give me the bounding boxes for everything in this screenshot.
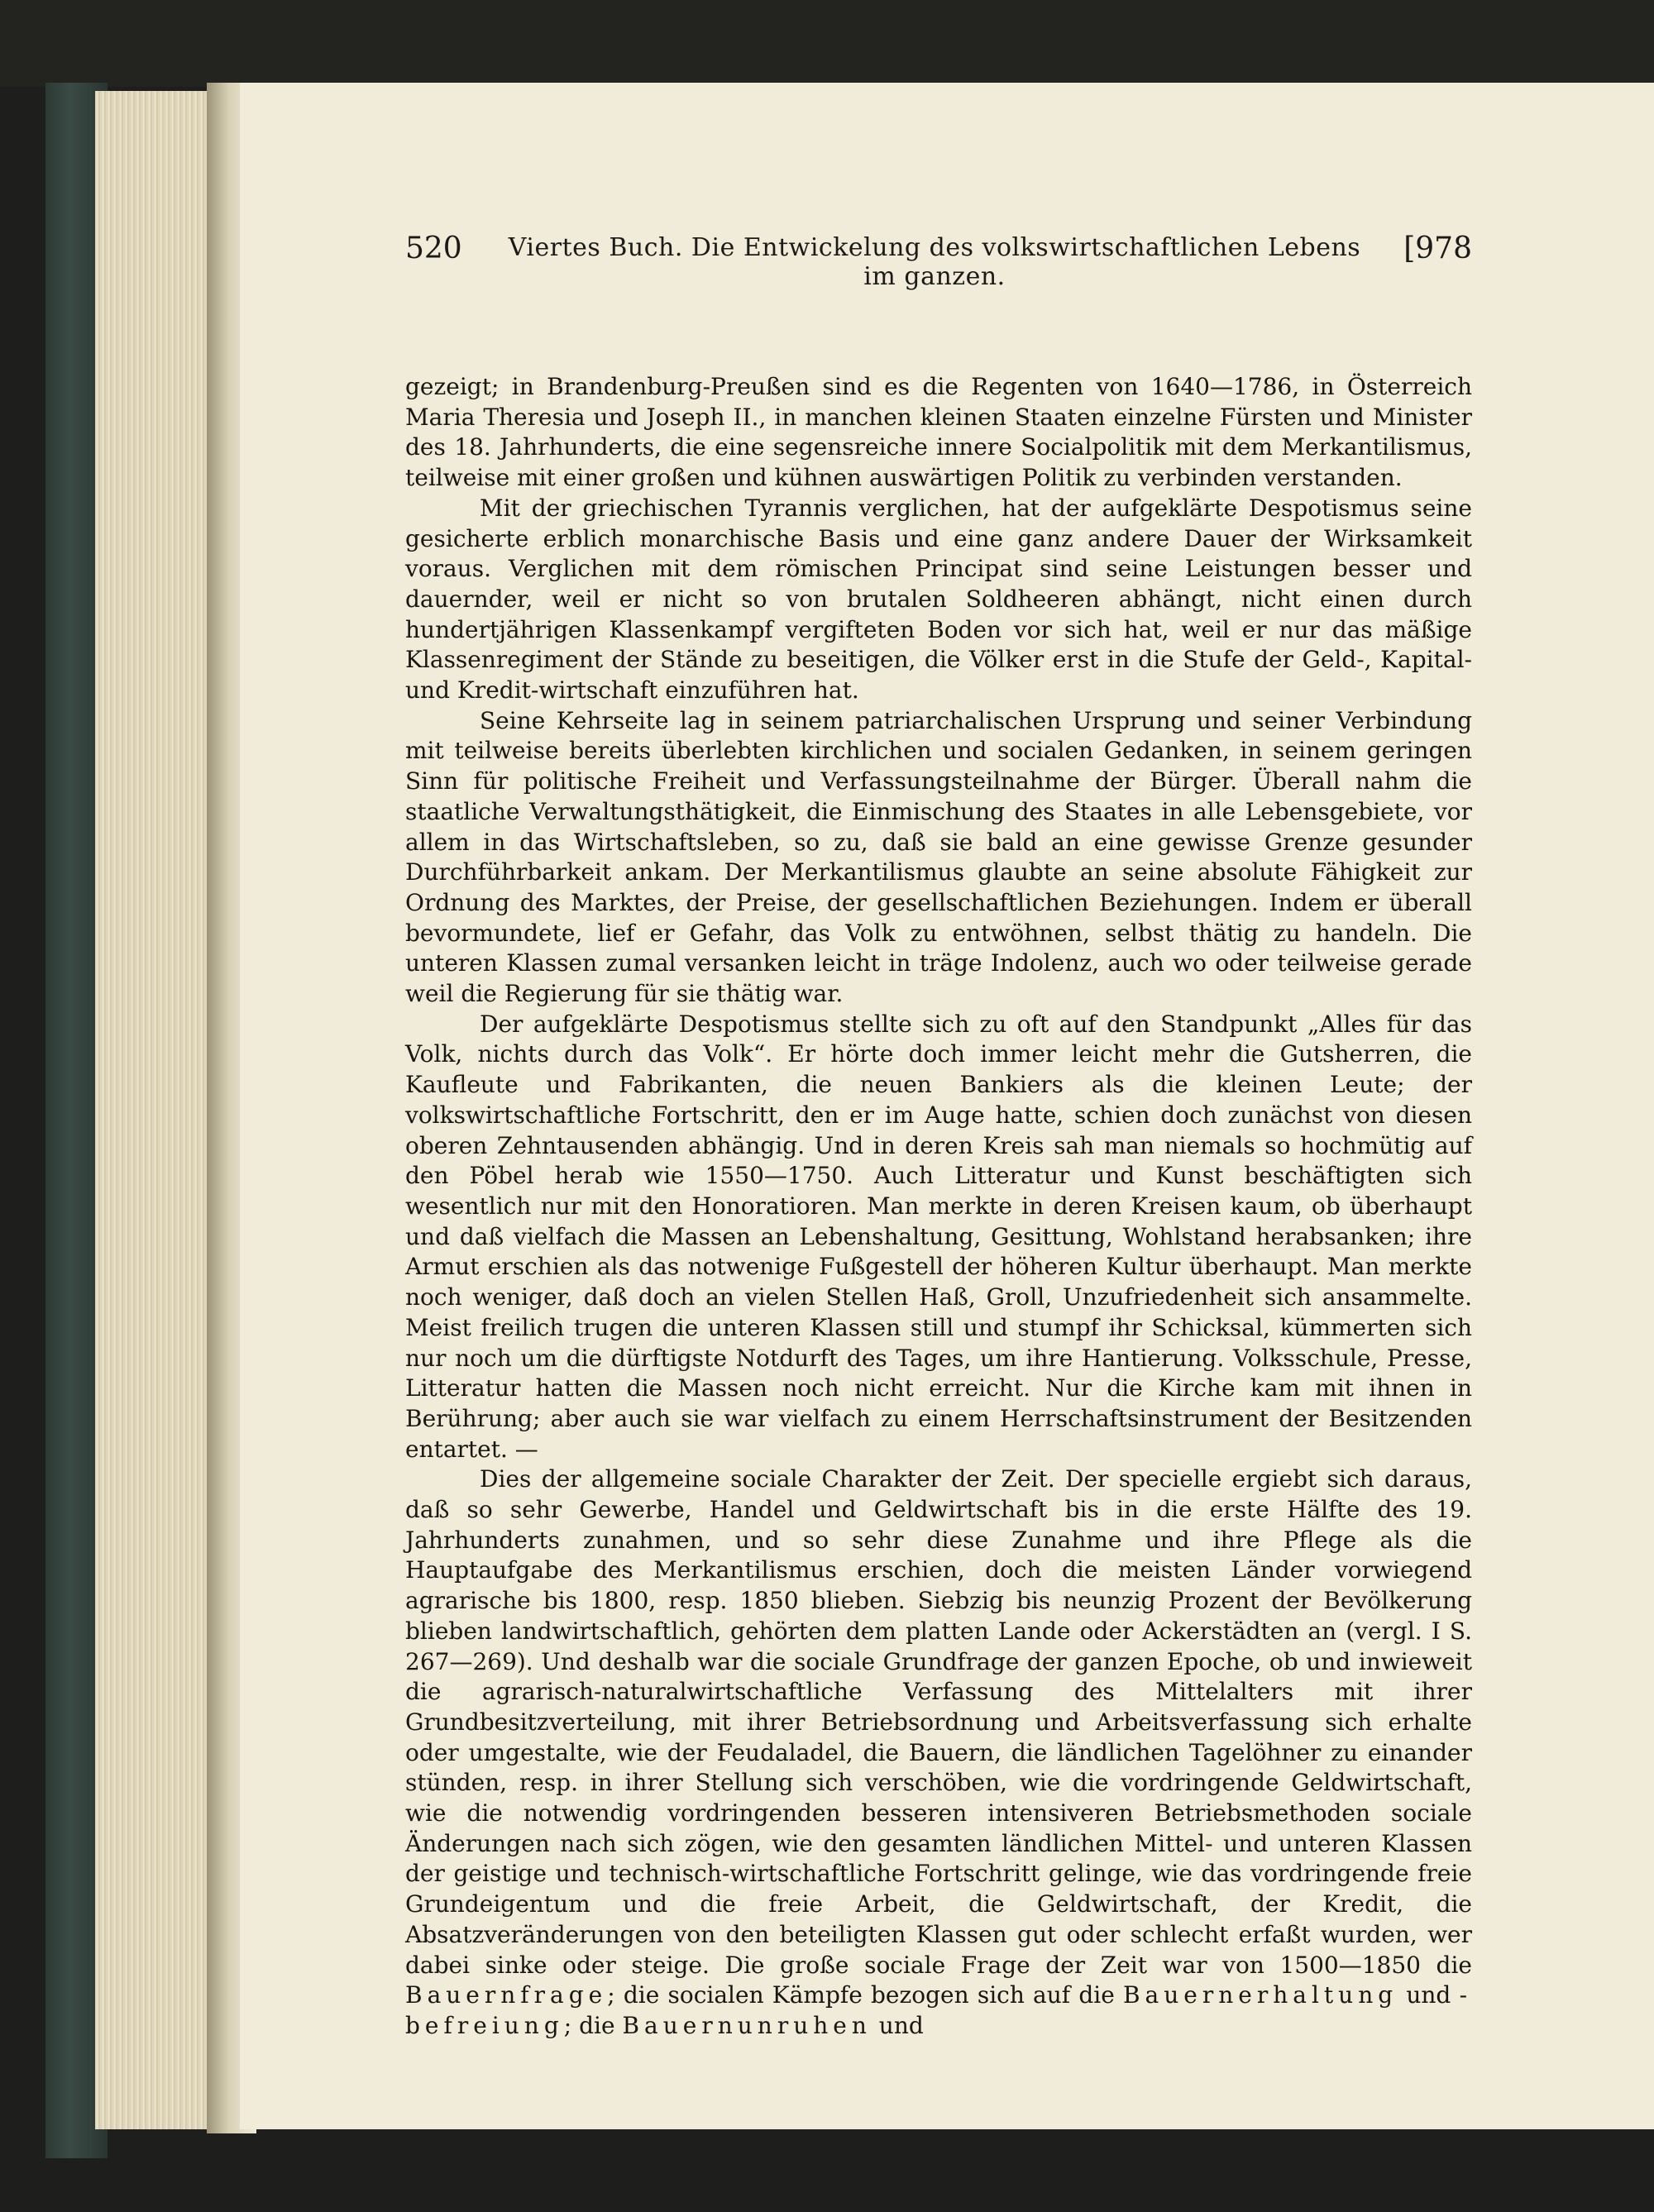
paragraph-4: Der aufgeklärte Despotismus stellte sich zu oft auf den Standpunkt „Alles für das Volk, nichts durch das Volk“. Er hörte doch immer leicht mehr die Gutsherren, die Kaufleute und Fabrikanten, die neuen Bankiers als die kleinen Leute; der volkswirtschaftliche Fortschritt, den er im Auge hatte, schien doch zunächst von diesen oberen Zehntausenden abhängig. Und in deren Kreis sah man niemals so hochmütig auf den Pöbel herab wie 1550—1750. Auch Litteratur und Kunst beschäftigten sich wesentlich nur mit den Honoratioren. Man merkte in deren Kreisen kaum, ob überhaupt und daß vielfach die Massen an Lebenshaltung, Gesittung, Wohlstand herabsanken; ihre Armut erschien als das notwenige Fußgestell der höheren Kultur überhaupt. Man merkte noch weniger, daß doch an vielen Stellen Haß, Groll, Unzufriedenheit sich ansammelte. Meist freilich trugen die unteren Klassen still und stumpf ihr Schicksal, kümmerten sich nur noch um die dürftigste Notdurft des Tages, um ihre Hantierung. Volksschule, Presse, Litteratur hatten die Massen noch nicht erreicht. Nur die Kirche kam mit ihnen in Berührung; aber auch sie war vielfach zu einem Herrschaftsinstrument der Besitzenden entartet. — [405, 1010, 1472, 1463]
body-text [405, 372, 1472, 2042]
paragraph-5-und: und [1406, 1981, 1451, 2009]
paragraph-5-cont-1: ; die socialen Kämpfe bezogen sich auf die [607, 1981, 1115, 2009]
paragraph-5-text: Dies der allgemeine sociale Charakter der Zeit. Der specielle ergiebt sich daraus, daß so sehr Gewerbe, Handel und Geldwirtschaft bis in die erste Hälfte des 19. Jahrhunderts zunahmen, und so sehr diese Zunahme und ihre Pflege als die Hauptaufgabe des Merkantilismus erschien, doch die meisten Länder vorwiegend agrarische bis 1800, resp. 1850 blieben. Siebzig bis neunzig Prozent der Bevölkerung blieben landwirtschaftlich, gehörten dem platten Lande oder Ackerstädten an (vergl. I S. 267—269). Und deshalb war die sociale Grundfrage der ganzen Epoche, ob und inwieweit die agrarisch-naturalwirtschaftliche Verfassung des Mittelalters mit ihrer Grundbesitzverteilung, mit ihrer Betriebsordnung und Arbeitsverfassung sich erhalte oder umgestalte, wie der Feudaladel, die Bauern, die ländlichen Tagelöhner zu einander stünden, resp. in ihrer Stellung sich verschöben, wie die vordringende Geldwirtschaft, wie die notwendig vordringenden besseren intensiveren Betriebsmethoden sociale Änderungen nach sich zögen, wie den gesamten ländlichen Mittel- und unteren Klassen der geistige und technisch-wirtschaftliche Fortschritt gelinge, wie das vordringende freie Grundeigentum und die freie Arbeit, die Geldwirtschaft, der Kredit, die Absatzveränderungen von den beteiligten Klassen gut oder schlecht erfaßt wurden, wer dabei sinke oder steige. Die große sociale Frage der Zeit war von 1500—1850 die [405, 1465, 1472, 1979]
backdrop [0, 0, 1654, 87]
paragraph-3: Seine Kehrseite lag in seinem patriarchalischen Ursprung und seiner Verbindung mit teilweise bereits überlebten kirchlichen und socialen Gedanken, in seinem geringen Sinn für politische Freiheit und Verfassungsteilnahme der Bürger. Überall nahm die staatliche Verwaltungsthätigkeit, die Einmischung des Staates in alle Lebensgebiete, vor allem in das Wirtschaftsleben, so zu, daß sie bald an eine gewisse Grenze gesunder Durchführbarkeit ankam. Der Merkantilismus glaubte an seine absolute Fähigkeit zur Ordnung des Marktes, der Preise, der gesellschaftlichen Beziehungen. Indem er überall bevormundete, lief er Gefahr, das Volk zu entwöhnen, selbst thätig zu handeln. Die unteren Klassen zumal versanken leicht in träge Indolenz, auch wo oder teilweise gerade weil die Regierung für sie thätig war. [405, 706, 1472, 1008]
page-number: 520 [405, 232, 462, 265]
book-page [240, 83, 1654, 2129]
spaced-term-bauernerhaltung: Bauernerhaltung [1122, 1981, 1398, 2009]
page-stack-edge [95, 91, 223, 2129]
running-head [405, 232, 1472, 291]
spaced-term-befreiung: -befreiung [405, 1981, 1473, 2039]
running-title: Viertes Buch. Die Entwickelung des volkswirtschaftlichen Lebens im ganzen. [508, 233, 1361, 291]
paragraph-5-tail: und [878, 2011, 924, 2039]
spaced-term-bauernunruhen: Bauernunruhen [622, 2011, 872, 2039]
paragraph-5 [405, 1464, 1472, 2041]
paragraph-2: Mit der griechischen Tyrannis verglichen, hat der aufgeklärte Despotismus seine gesicherte erblich monarchische Basis und eine ganz andere Dauer der Wirksamkeit voraus. Verglichen mit dem römischen Principat sind seine Leistungen besser und dauernder, weil er nicht so von brutalen Soldheeren abhängt, nicht einen durch hundertjährigen Klassenkampf vergifteten Boden vor sich hat, weil er nur das mäßige Klassenregiment der Stände zu beseitigen, die Völker erst in die Stufe der Geld-, Kapital- und Kredit-wirtschaft einzuführen hat. [405, 494, 1472, 705]
spaced-term-bauernfrage: Bauernfrage [405, 1981, 608, 2009]
paragraph-1: gezeigt; in Brandenburg-Preußen sind es die Regenten von 1640—1786, in Österreich Maria Theresia und Joseph II., in manchen kleinen Staaten einzelne Fürsten und Minister des 18. Jahrhunderts, die eine segensreiche innere Socialpolitik mit dem Merkantilismus, teilweise mit einer großen und kühnen auswärtigen Politik zu verbinden verstanden. [405, 373, 1472, 492]
page-reference: [978 [1403, 232, 1472, 265]
paragraph-5-cont-2: ; die [563, 2011, 615, 2039]
